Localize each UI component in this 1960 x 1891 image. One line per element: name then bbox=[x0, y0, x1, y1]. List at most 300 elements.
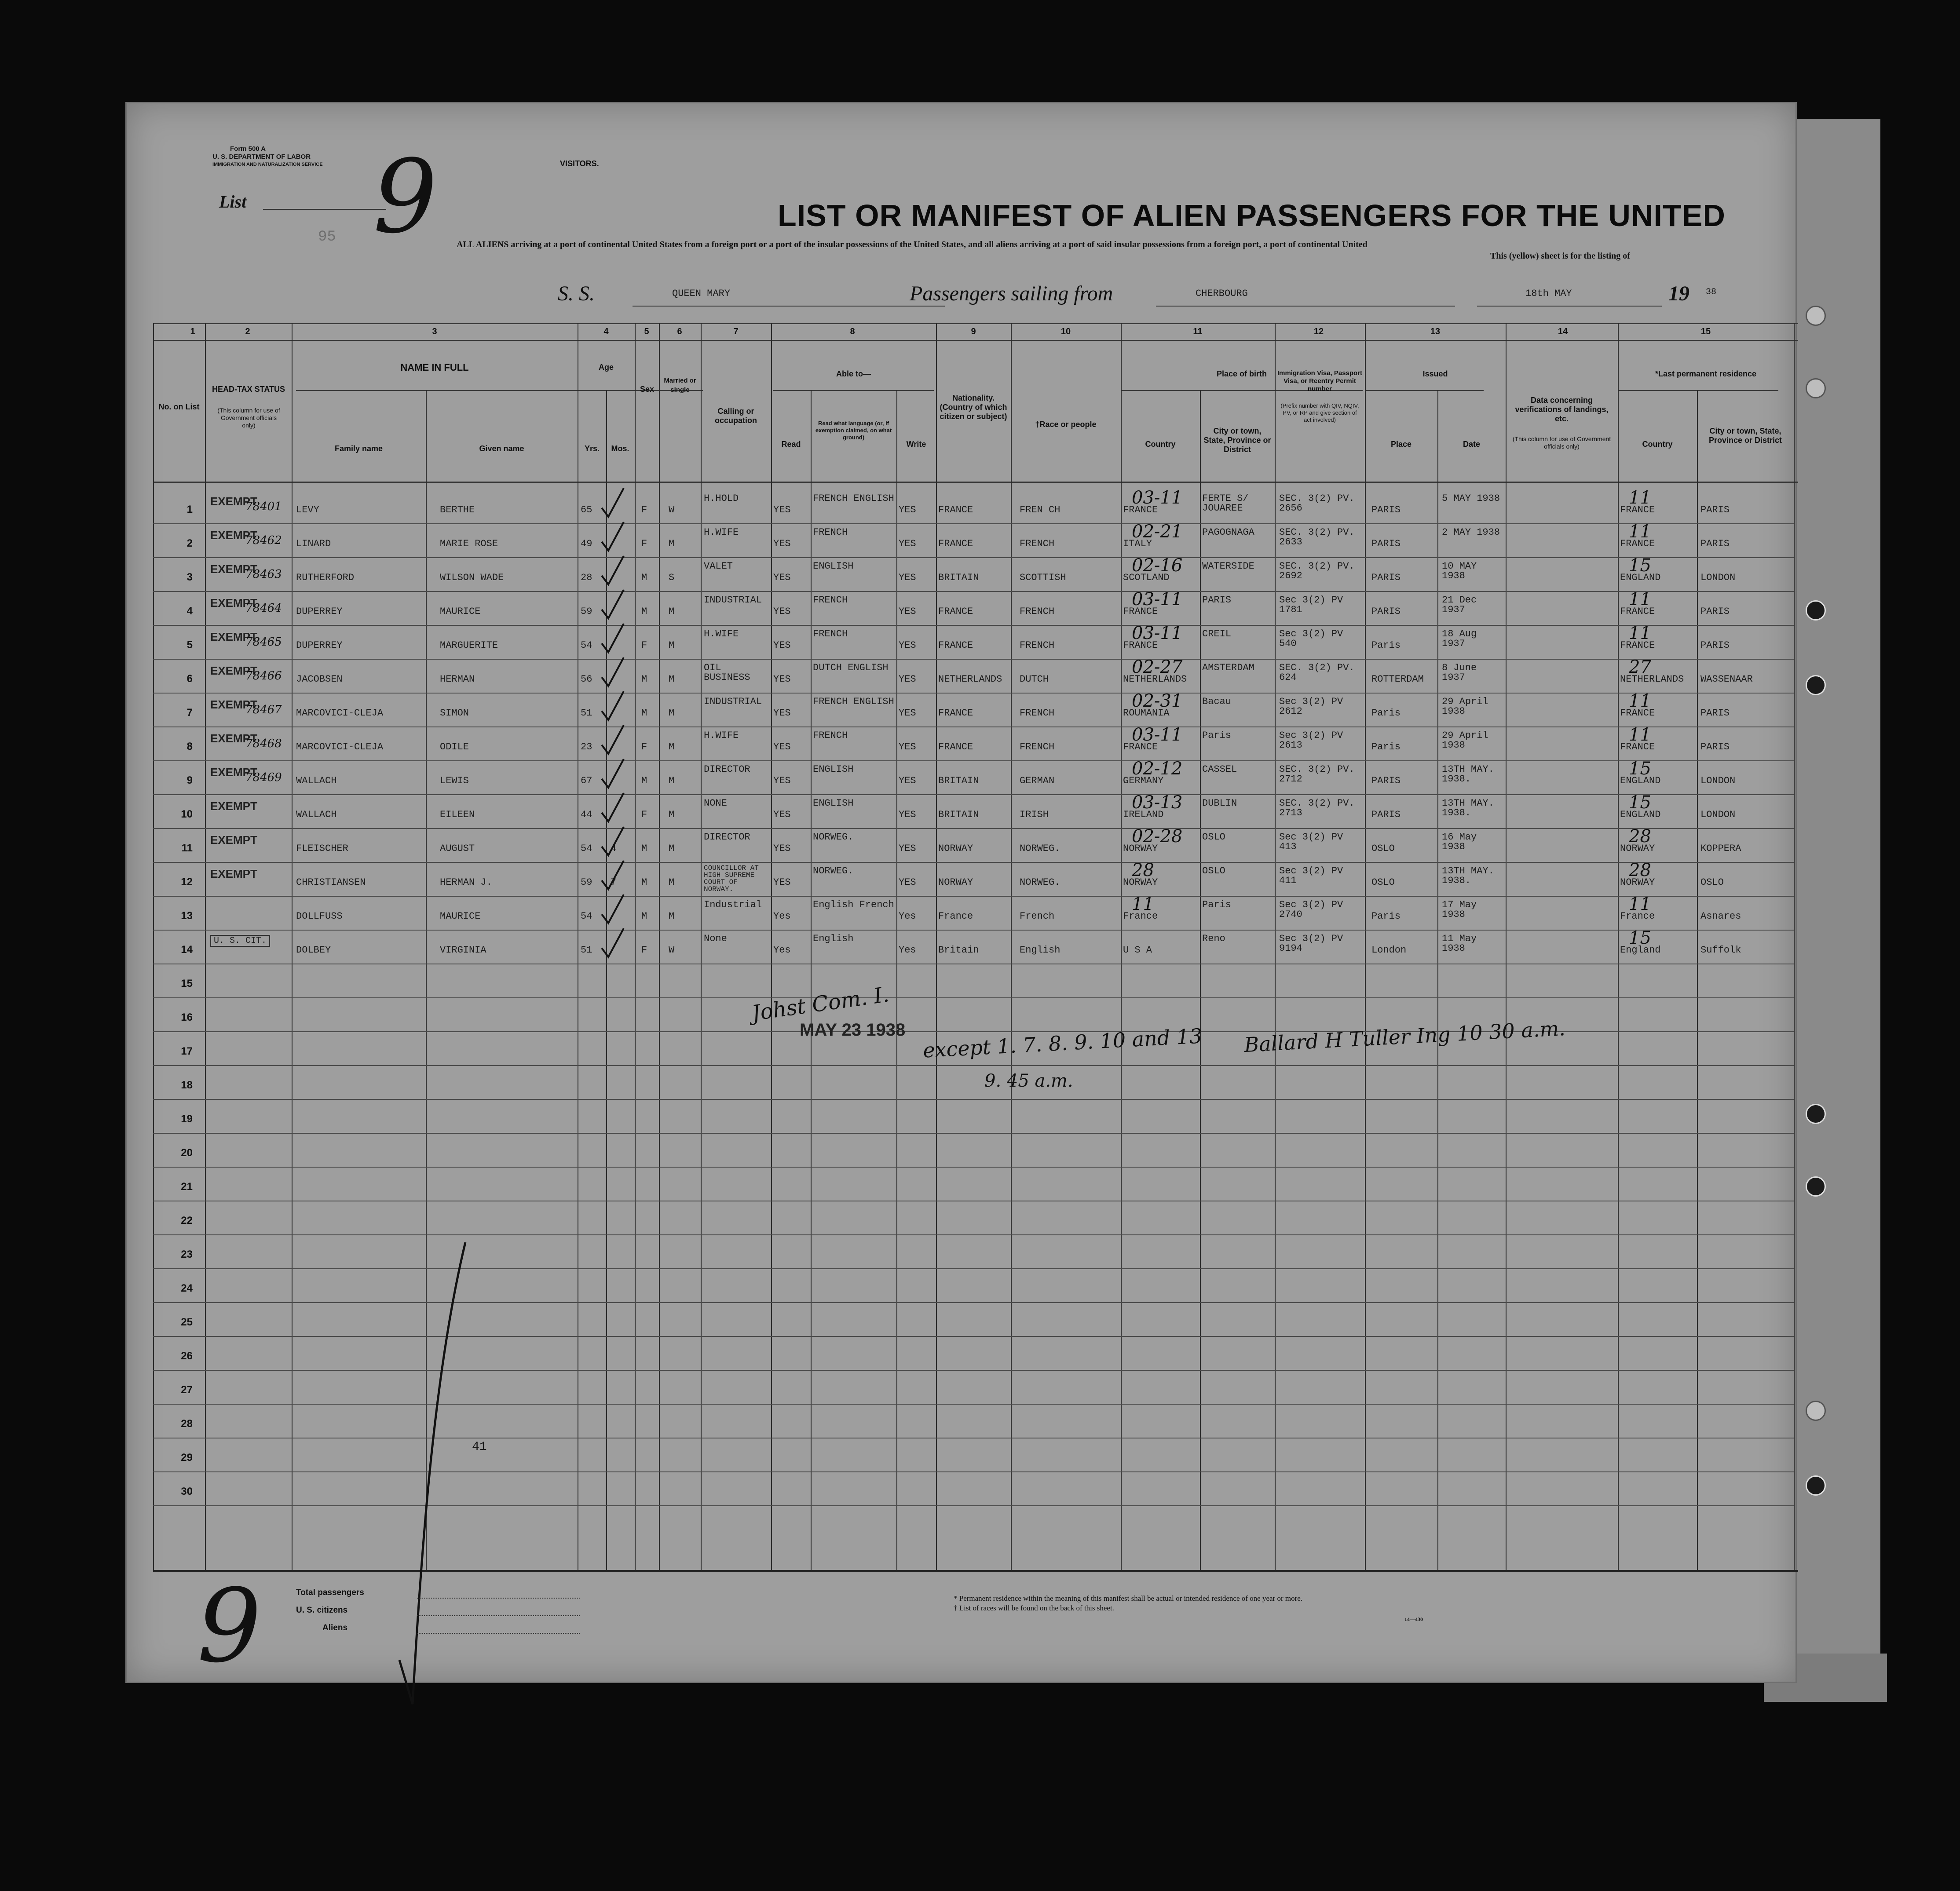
header-sex: Sex bbox=[640, 385, 655, 394]
cell-occ: DIRECTOR bbox=[704, 764, 750, 775]
binder-hole bbox=[1806, 378, 1826, 398]
binder-hole bbox=[1806, 1176, 1826, 1197]
cell-write: YES bbox=[899, 741, 916, 752]
header-issued: Issued bbox=[1422, 369, 1448, 378]
header-last-residence: *Last permanent residence bbox=[1655, 369, 1757, 378]
cell-bcity: WATERSIDE bbox=[1202, 561, 1254, 572]
cell-mos: 7 bbox=[611, 877, 617, 888]
cell-iplace: PARIS bbox=[1371, 504, 1401, 515]
handwritten-code: 02-28 bbox=[1132, 826, 1183, 847]
cell-visa: Sec 3(2) PV 2612 bbox=[1279, 696, 1343, 717]
col-number: 14 bbox=[1558, 327, 1568, 336]
row-number: 5 bbox=[186, 639, 193, 651]
row-number: 2 bbox=[186, 537, 193, 549]
cell-bcountry: GERMANY bbox=[1123, 775, 1164, 786]
cell-rcountry: FRANCE bbox=[1620, 640, 1655, 651]
check-mark bbox=[597, 825, 628, 860]
row-number: 1 bbox=[186, 504, 193, 515]
cell-yrs: 56 bbox=[581, 674, 592, 685]
cell-family: DUPERREY bbox=[296, 606, 343, 617]
handwritten-code: 03-11 bbox=[1132, 725, 1183, 745]
check-mark bbox=[597, 689, 628, 724]
check-mark bbox=[597, 621, 628, 657]
footnote-races: † List of races will be found on the back of this sheet. bbox=[954, 1604, 1114, 1612]
cell-bcity: Bacau bbox=[1202, 696, 1232, 707]
cell-iplace: ROTTERDAM bbox=[1371, 674, 1424, 685]
cell-rcity: PARIS bbox=[1700, 640, 1730, 651]
cell-lang: English French bbox=[813, 899, 894, 910]
cell-nat: Britain bbox=[938, 945, 979, 956]
year-prefix: 19 bbox=[1668, 282, 1689, 305]
exception-note: except 1. 7. 8. 9. 10 and 13 bbox=[922, 1024, 1203, 1062]
cell-nat: NORWAY bbox=[938, 843, 973, 854]
column-number-border bbox=[153, 340, 1798, 341]
cell-bcountry: FRANCE bbox=[1123, 640, 1158, 651]
cell-family: DOLLFUSS bbox=[296, 911, 343, 922]
cell-family: WALLACH bbox=[296, 809, 337, 820]
cell-visa: SEC. 3(2) PV. 624 bbox=[1279, 662, 1355, 683]
col-number: 1 bbox=[190, 327, 195, 336]
handwritten-code: 15 bbox=[1629, 928, 1651, 948]
row-rule bbox=[153, 659, 1794, 660]
cell-race: English bbox=[1020, 945, 1060, 956]
cell-write: Yes bbox=[899, 945, 916, 956]
cell-rcity: LONDON bbox=[1700, 809, 1736, 820]
col-line bbox=[1365, 323, 1366, 1570]
cell-yrs: 59 bbox=[581, 877, 592, 888]
cell-bcountry: FRANCE bbox=[1123, 741, 1158, 752]
cell-sex: F bbox=[641, 538, 647, 549]
cell-read: YES bbox=[773, 741, 791, 752]
cell-yrs: 67 bbox=[581, 775, 592, 786]
cell-rcity: PARIS bbox=[1700, 504, 1730, 515]
cell-family: CHRISTIANSEN bbox=[296, 877, 366, 888]
cell-sex: F bbox=[641, 945, 647, 956]
cell-read: YES bbox=[773, 809, 791, 820]
cell-write: YES bbox=[899, 843, 916, 854]
cell-family: DUPERREY bbox=[296, 640, 343, 651]
cell-visa: SEC. 3(2) PV. 2712 bbox=[1279, 764, 1355, 785]
cell-nat: NORWAY bbox=[938, 877, 973, 888]
inspector-note: Ballard H Tuller Ing 10 30 a.m. bbox=[1243, 1016, 1566, 1057]
cell-read: YES bbox=[773, 775, 791, 786]
cell-rcity: Asnares bbox=[1700, 911, 1741, 922]
row-number: 20 bbox=[181, 1147, 193, 1159]
cell-bcountry: NORWAY bbox=[1123, 877, 1158, 888]
date-underline bbox=[1477, 306, 1662, 307]
cell-yrs: 54 bbox=[581, 911, 592, 922]
subtitle-line-1: ALL ALIENS arriving at a port of continental United States from a foreign port or a port of the insular possessions of the United States, and all aliens arriving at a port of said insular possessions from a foreign port, a port of continental United bbox=[457, 240, 1368, 249]
port-underline bbox=[1156, 306, 1455, 307]
cell-bcountry: France bbox=[1123, 911, 1158, 922]
row-rule bbox=[153, 1234, 1794, 1235]
header-no-on-list: No. on List bbox=[158, 402, 200, 411]
cell-race: French bbox=[1020, 911, 1055, 922]
header-bottom-border bbox=[153, 482, 1798, 483]
cell-write: YES bbox=[899, 640, 916, 651]
handwritten-code: 15 bbox=[1629, 555, 1651, 576]
row-number: 24 bbox=[181, 1282, 193, 1294]
header-issued-date: Date bbox=[1463, 440, 1480, 449]
col-line bbox=[936, 323, 937, 1570]
cell-nat: NETHERLANDS bbox=[938, 674, 1002, 685]
row-number: 18 bbox=[181, 1079, 193, 1091]
head-tax-number: 78463 bbox=[245, 568, 282, 581]
visitors-label: VISITORS. bbox=[560, 159, 599, 168]
cell-race: FRENCH bbox=[1020, 741, 1055, 752]
cell-yrs: 49 bbox=[581, 538, 592, 549]
cell-rcountry: FRANCE bbox=[1620, 504, 1655, 515]
col-number: 3 bbox=[432, 327, 437, 336]
cell-given: MARIE ROSE bbox=[440, 538, 498, 549]
cell-rcity: OSLO bbox=[1700, 877, 1724, 888]
binder-hole bbox=[1806, 1401, 1826, 1421]
check-mark bbox=[597, 926, 628, 961]
cell-ms: M bbox=[669, 843, 675, 854]
row-rule bbox=[153, 523, 1794, 524]
cell-write: YES bbox=[899, 775, 916, 786]
handwritten-code: 11 bbox=[1629, 488, 1651, 508]
cell-bcountry: FRANCE bbox=[1123, 606, 1158, 617]
cell-rcity: KOPPERA bbox=[1700, 843, 1741, 854]
cell-write: YES bbox=[899, 809, 916, 820]
handwritten-code: 11 bbox=[1629, 589, 1651, 610]
header-birth-country: Country bbox=[1145, 440, 1176, 449]
binder-hole bbox=[1806, 1104, 1826, 1124]
cell-occ: H.HOLD bbox=[704, 493, 739, 504]
col-number: 4 bbox=[603, 327, 609, 336]
cell-rcountry: FRANCE bbox=[1620, 538, 1655, 549]
cell-rcountry: NETHERLANDS bbox=[1620, 674, 1684, 685]
cell-iplace: Paris bbox=[1371, 911, 1401, 922]
cell-lang: NORWEG. bbox=[813, 865, 854, 876]
cell-lang: FRENCH ENGLISH bbox=[813, 493, 894, 504]
cell-race: FRENCH bbox=[1020, 640, 1055, 651]
header-age: Age bbox=[598, 363, 614, 372]
row-number: 13 bbox=[181, 910, 193, 922]
cell-ms: M bbox=[669, 708, 675, 719]
col-line bbox=[292, 323, 293, 1570]
head-tax-status: EXEMPT bbox=[210, 664, 257, 677]
col-number: 10 bbox=[1060, 327, 1071, 336]
row-number: 27 bbox=[181, 1384, 193, 1396]
cell-race: FRENCH bbox=[1020, 606, 1055, 617]
cell-idate: 29 April 1938 bbox=[1442, 696, 1488, 717]
cell-family: MARCOVICI-CLEJA bbox=[296, 708, 384, 719]
col-line bbox=[1011, 323, 1012, 1570]
cell-given: MARGUERITE bbox=[440, 640, 498, 651]
list-number: 9 bbox=[373, 139, 438, 256]
cell-visa: Sec 3(2) PV 1781 bbox=[1279, 595, 1343, 615]
cell-bcity: AMSTERDAM bbox=[1202, 662, 1254, 673]
cell-bcity: CASSEL bbox=[1202, 764, 1237, 775]
cell-yrs: 23 bbox=[581, 741, 592, 752]
cell-given: VIRGINIA bbox=[440, 945, 486, 956]
row-number: 6 bbox=[186, 673, 193, 685]
col-line bbox=[1200, 390, 1201, 1570]
cell-write: YES bbox=[899, 708, 916, 719]
cell-iplace: Paris bbox=[1371, 640, 1401, 651]
footer-aliens: Aliens bbox=[322, 1623, 348, 1632]
handwritten-9: 9 bbox=[197, 1568, 262, 1685]
cell-iplace: Paris bbox=[1371, 708, 1401, 719]
check-mark bbox=[597, 791, 628, 826]
col-number: 6 bbox=[677, 327, 682, 336]
handwritten-code: 02-12 bbox=[1132, 759, 1183, 779]
check-mark bbox=[597, 486, 628, 521]
col-number: 15 bbox=[1700, 327, 1711, 336]
footer-dots bbox=[417, 1615, 580, 1616]
cell-visa: Sec 3(2) PV 2613 bbox=[1279, 730, 1343, 751]
cell-bcity: Reno bbox=[1202, 933, 1225, 944]
cell-given: HERMAN bbox=[440, 674, 475, 685]
cell-bcity: Paris bbox=[1202, 899, 1232, 910]
check-mark bbox=[597, 723, 628, 758]
cell-visa: SEC. 3(2) PV. 2656 bbox=[1279, 493, 1355, 514]
check-mark bbox=[597, 858, 628, 894]
cell-idate: 13TH MAY. 1938. bbox=[1442, 798, 1494, 818]
cell-read: YES bbox=[773, 572, 791, 583]
cell-iplace: London bbox=[1371, 945, 1407, 956]
cell-visa: SEC. 3(2) PV. 2633 bbox=[1279, 527, 1355, 548]
footer-total-passengers: Total passengers bbox=[296, 1588, 364, 1597]
cell-rcity: WASSENAAR bbox=[1700, 674, 1753, 685]
cell-bcountry: FRANCE bbox=[1123, 504, 1158, 515]
cell-lang: ENGLISH bbox=[813, 764, 854, 775]
cell-idate: 5 MAY 1938 bbox=[1442, 493, 1500, 504]
cell-ms: M bbox=[669, 538, 675, 549]
cell-occ: COUNCILLOR AT HIGH SUPREME COURT OF NORWAY. bbox=[704, 864, 759, 893]
ship-name: QUEEN MARY bbox=[672, 288, 731, 299]
cell-idate: 2 MAY 1938 bbox=[1442, 527, 1500, 538]
cell-visa: Sec 3(2) PV 411 bbox=[1279, 865, 1343, 886]
cell-rcountry: France bbox=[1620, 911, 1655, 922]
cell-idate: 8 June 1937 bbox=[1442, 662, 1477, 683]
row-number: 23 bbox=[181, 1248, 193, 1260]
col-number: 5 bbox=[644, 327, 649, 336]
row-number: 11 bbox=[181, 842, 193, 854]
cell-race: NORWEG. bbox=[1020, 843, 1060, 854]
subtitle-line-2: This (yellow) sheet is for the listing of bbox=[1490, 251, 1630, 261]
header-age-years: Yrs. bbox=[584, 444, 600, 453]
cell-sex: M bbox=[641, 911, 647, 922]
cell-bcity: Paris bbox=[1202, 730, 1232, 741]
cell-lang: NORWEG. bbox=[813, 832, 854, 843]
header-verifications-note: (This column for use of Government officials only) bbox=[1512, 435, 1611, 450]
head-tax-number: 78469 bbox=[245, 771, 282, 784]
able-header-rule bbox=[773, 390, 934, 391]
cell-ms: M bbox=[669, 741, 675, 752]
cell-lang: FRENCH ENGLISH bbox=[813, 696, 894, 707]
header-race: †Race or people bbox=[1035, 420, 1097, 429]
footer-us-citizens: U. S. citizens bbox=[296, 1606, 348, 1615]
cell-bcountry: NETHERLANDS bbox=[1123, 674, 1187, 685]
head-tax-number: 78467 bbox=[245, 703, 282, 716]
row-number: 22 bbox=[181, 1215, 193, 1227]
cell-sex: F bbox=[641, 809, 647, 820]
cell-bcity: CREIL bbox=[1202, 628, 1232, 639]
cell-lang: FRENCH bbox=[813, 595, 848, 606]
handwritten-code: 11 bbox=[1629, 894, 1651, 914]
cell-bcity: PAGOGNAGA bbox=[1202, 527, 1254, 538]
cell-given: MAURICE bbox=[440, 911, 481, 922]
cell-nat: FRANCE bbox=[938, 640, 973, 651]
head-tax-status: EXEMPT bbox=[210, 867, 257, 880]
cell-nat: BRITAIN bbox=[938, 775, 979, 786]
col-line bbox=[771, 323, 772, 1570]
cell-iplace: PARIS bbox=[1371, 775, 1401, 786]
cell-family: JACOBSEN bbox=[296, 674, 343, 685]
row-rule bbox=[153, 726, 1794, 727]
row-rule bbox=[153, 760, 1794, 761]
header-nationality: Nationality. (Country of which citizen or subject) bbox=[940, 394, 1007, 421]
col-number: 2 bbox=[245, 327, 250, 336]
row-rule bbox=[153, 794, 1794, 795]
handwritten-code: 02-27 bbox=[1132, 657, 1183, 677]
cell-lang: FRENCH bbox=[813, 527, 848, 538]
cell-visa: Sec 3(2) PV 9194 bbox=[1279, 933, 1343, 954]
cell-read: Yes bbox=[773, 945, 791, 956]
cell-given: BERTHE bbox=[440, 504, 475, 515]
cell-read: YES bbox=[773, 708, 791, 719]
print-code: 14—430 bbox=[1404, 1616, 1423, 1622]
cell-visa: Sec 3(2) PV 2740 bbox=[1279, 899, 1343, 920]
row-number: 12 bbox=[181, 876, 193, 888]
row-rule bbox=[153, 1065, 1794, 1066]
row-number: 17 bbox=[181, 1045, 193, 1057]
cell-bcountry: ITALY bbox=[1123, 538, 1152, 549]
head-tax-status: EXEMPT bbox=[210, 596, 257, 610]
row-rule bbox=[153, 1099, 1794, 1100]
date-stamp: MAY 23 1938 bbox=[800, 1020, 906, 1040]
cell-occ: None bbox=[704, 933, 727, 944]
handwritten-code: 15 bbox=[1629, 792, 1651, 813]
cell-rcity: PARIS bbox=[1700, 606, 1730, 617]
cell-occ: H.WIFE bbox=[704, 628, 739, 639]
table-top-border bbox=[153, 323, 1798, 324]
col-line bbox=[205, 323, 206, 1570]
handwritten-code: 11 bbox=[1629, 522, 1651, 542]
cell-sex: M bbox=[641, 674, 647, 685]
cell-bcountry: NORWAY bbox=[1123, 843, 1158, 854]
header-married: Married or single bbox=[664, 377, 696, 394]
row-rule bbox=[153, 1167, 1794, 1168]
footnote-residence: * Permanent residence within the meaning of this manifest shall be actual or intended residence of one year or more. bbox=[954, 1594, 1303, 1603]
cell-family: DOLBEY bbox=[296, 945, 331, 956]
cell-yrs: 44 bbox=[581, 809, 592, 820]
col-number: 12 bbox=[1313, 327, 1324, 336]
head-tax-status: EXEMPT bbox=[210, 732, 257, 745]
col-number: 13 bbox=[1430, 327, 1441, 336]
cell-race: DUTCH bbox=[1020, 674, 1049, 685]
head-tax-status: EXEMPT bbox=[210, 799, 257, 813]
cell-lang: DUTCH ENGLISH bbox=[813, 662, 889, 673]
cell-ms: M bbox=[669, 911, 675, 922]
header-verifications: Data concerning verifications of landings, etc. bbox=[1515, 396, 1609, 423]
col-line bbox=[1697, 390, 1698, 1570]
cell-race: NORWEG. bbox=[1020, 877, 1060, 888]
cell-sex: F bbox=[641, 741, 647, 752]
typed-count: 41 bbox=[472, 1440, 487, 1454]
head-tax-status: EXEMPT bbox=[210, 529, 257, 542]
cell-yrs: 59 bbox=[581, 606, 592, 617]
cell-read: YES bbox=[773, 538, 791, 549]
handwritten-code: 03-11 bbox=[1132, 589, 1183, 610]
cell-idate: 18 Aug 1937 bbox=[1442, 628, 1477, 649]
head-tax-number: 78462 bbox=[245, 534, 282, 547]
col-number: 9 bbox=[971, 327, 976, 336]
col-line bbox=[701, 323, 702, 1570]
list-underline bbox=[263, 209, 386, 210]
cell-given: EILEEN bbox=[440, 809, 475, 820]
col-line bbox=[635, 323, 636, 1570]
handwritten-code: 03-11 bbox=[1132, 623, 1183, 643]
row-rule bbox=[153, 997, 1794, 998]
row-rule bbox=[153, 591, 1794, 592]
cell-nat: France bbox=[938, 911, 973, 922]
row-number: 9 bbox=[186, 774, 193, 786]
row-number: 10 bbox=[181, 808, 193, 820]
cell-yrs: 65 bbox=[581, 504, 592, 515]
row-rule bbox=[153, 693, 1794, 694]
handwritten-code: 27 bbox=[1629, 657, 1651, 677]
cell-visa: SEC. 3(2) PV. 2713 bbox=[1279, 798, 1355, 818]
row-number: 26 bbox=[181, 1350, 193, 1362]
cell-lang: FRENCH bbox=[813, 730, 848, 741]
cell-iplace: PARIS bbox=[1371, 606, 1401, 617]
row-rule bbox=[153, 896, 1794, 897]
col-line bbox=[153, 323, 154, 1570]
cell-occ: VALET bbox=[704, 561, 733, 572]
cell-visa: Sec 3(2) PV 413 bbox=[1279, 832, 1343, 852]
cell-iplace: PARIS bbox=[1371, 538, 1401, 549]
cell-rcity: PARIS bbox=[1700, 538, 1730, 549]
cell-yrs: 54 bbox=[581, 640, 592, 651]
check-mark bbox=[597, 588, 628, 623]
cell-occ: INDUSTRIAL bbox=[704, 696, 762, 707]
col-line bbox=[811, 390, 812, 1570]
sailing-label: Passengers sailing from bbox=[910, 282, 1113, 305]
cell-yrs: 51 bbox=[581, 945, 592, 956]
cell-occ: OIL BUSINESS bbox=[704, 662, 750, 683]
cell-ms: W bbox=[669, 504, 675, 515]
cell-yrs: 51 bbox=[581, 708, 592, 719]
head-tax-number: 78464 bbox=[245, 602, 282, 615]
cell-bcity: FERTE S/ JOUAREE bbox=[1202, 493, 1249, 514]
cell-race: FRENCH bbox=[1020, 538, 1055, 549]
cell-lang: ENGLISH bbox=[813, 798, 854, 809]
cell-given: AUGUST bbox=[440, 843, 475, 854]
header-read-language: Read what language (or, if exemption claimed, on what ground) bbox=[815, 420, 892, 441]
check-mark bbox=[597, 655, 628, 690]
check-mark bbox=[597, 757, 628, 792]
cell-sex: M bbox=[641, 843, 647, 854]
cell-write: YES bbox=[899, 572, 916, 583]
cell-bcity: OSLO bbox=[1202, 832, 1225, 843]
col-line bbox=[896, 390, 897, 1570]
cell-ms: M bbox=[669, 606, 675, 617]
cell-bcountry: IRELAND bbox=[1123, 809, 1164, 820]
cell-sex: M bbox=[641, 606, 647, 617]
cell-bcountry: SCOTLAND bbox=[1123, 572, 1170, 583]
cell-given: ODILE bbox=[440, 741, 469, 752]
age-header-rule bbox=[578, 390, 633, 391]
form-number: Form 500 A bbox=[230, 145, 266, 153]
cell-iplace: PARIS bbox=[1371, 809, 1401, 820]
cell-rcountry: NORWAY bbox=[1620, 877, 1655, 888]
cell-read: Yes bbox=[773, 911, 791, 922]
cell-rcountry: FRANCE bbox=[1620, 708, 1655, 719]
